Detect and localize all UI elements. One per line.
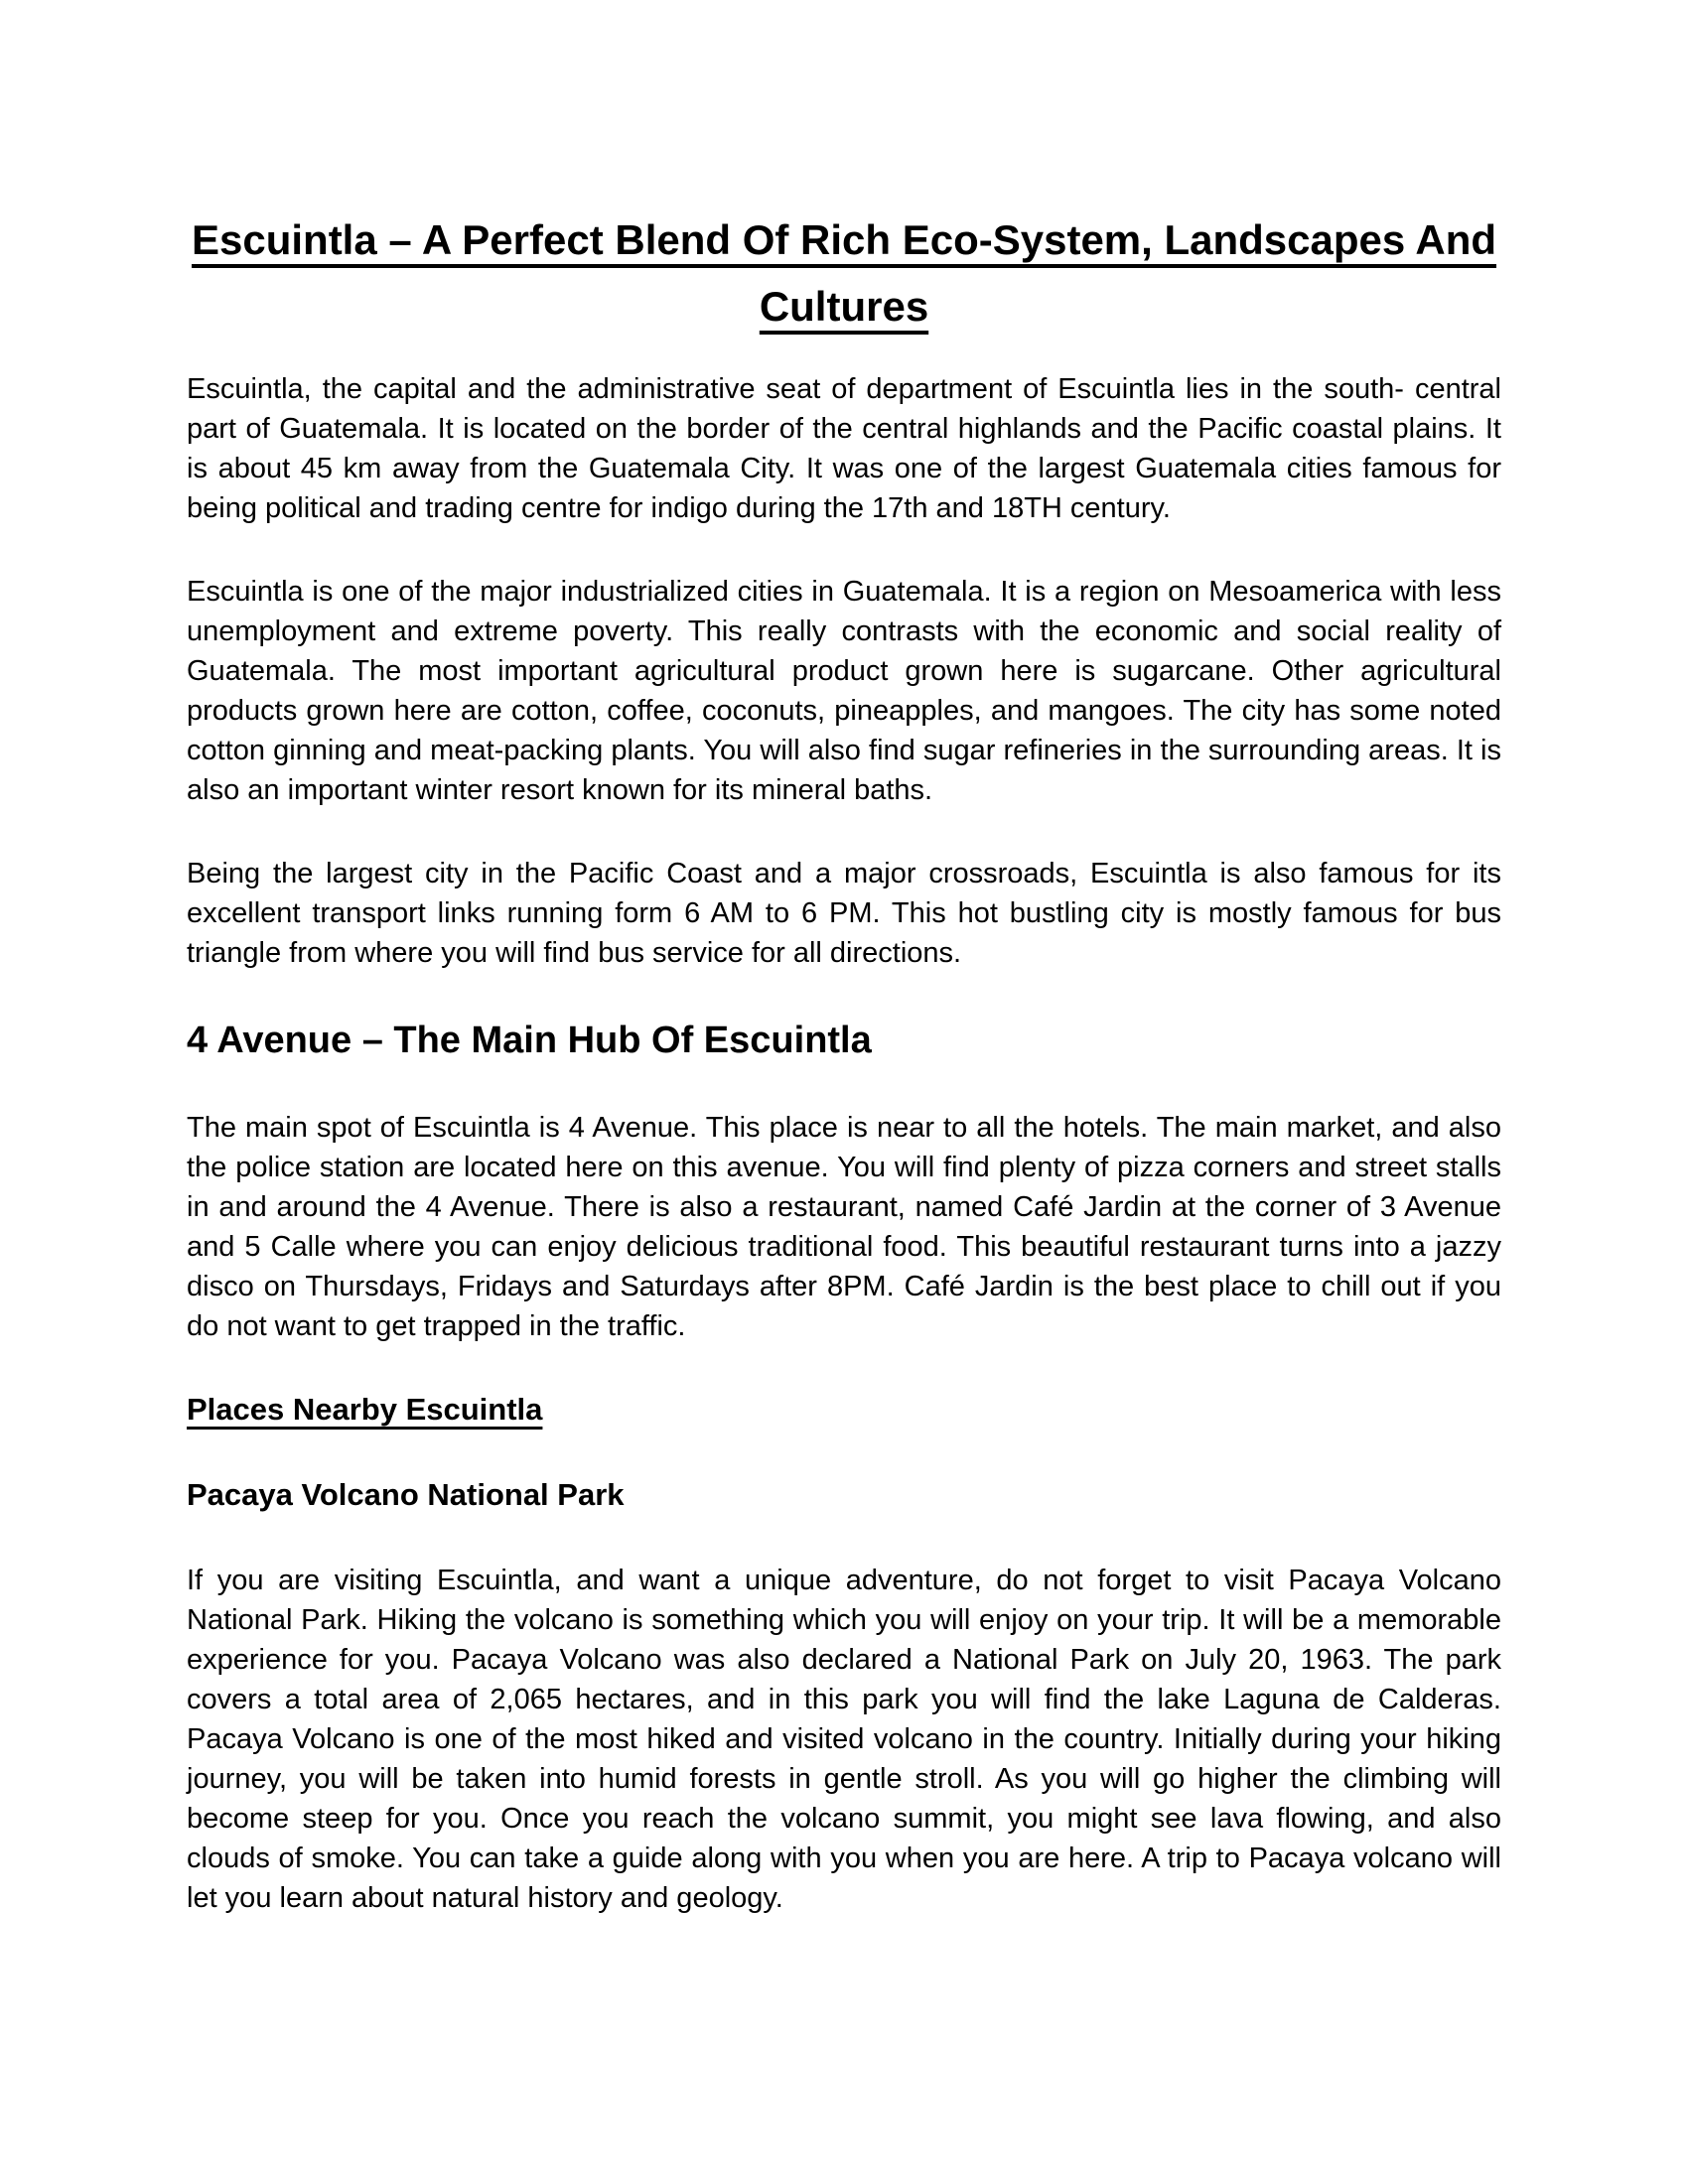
heading-places-nearby: Places Nearby Escuintla [187, 1392, 543, 1427]
paragraph-transport: Being the largest city in the Pacific Coast and a major crossroads, Escuintla is also famous for its excellent transport links running form 6 AM to 6 PM. This hot bustling city is mostly famous for bus triangle from where you will find bus service for all directions. [187, 858, 1501, 969]
paragraph-avenue: The main spot of Escuintla is 4 Avenue. This place is near to all the hotels. The main market, and also the police station are located here on this avenue. You will find plenty of pizza corners and street stalls in and around the 4 Avenue. There is also a restaurant, named Café Jardin at the corner of 3 Avenue and 5 Calle where you can enjoy delicious traditional food. This beautiful restaurant turns into a jazzy disco on Thursdays, Fridays and Saturdays after 8PM. Café Jardin is the best place to chill out if you do not want to get trapped in the traffic. [187, 1112, 1501, 1342]
heading-avenue-hub: 4 Avenue – The Main Hub Of Escuintla [187, 1020, 872, 1061]
heading-pacaya-park: Pacaya Volcano National Park [187, 1477, 625, 1512]
paragraph-pacaya: If you are visiting Escuintla, and want a unique adventure, do not forget to visit Pacaya Volcano National Park. Hiking the volcano is something which you will enjoy on your trip. It will be a memorable experience for you. Pacaya Volcano was also declared a National Park on July 20, 1963. The park covers a total area of 2,065 hectares, and in this park you will find the lake Laguna de Calderas. Pacaya Volcano is one of the most hiked and visited volcano in the country. Initially during your hiking journey, you will be taken into humid forests in gentle stroll. As you will go higher the climbing will become steep for you. Once you reach the volcano summit, you might see lava flowing, and also clouds of smoke. You can take a guide along with you when you are here. A trip to Pacaya volcano will let you learn about natural history and geology. [187, 1565, 1501, 1914]
paragraph-intro: Escuintla, the capital and the administrative seat of department of Escuintla lies in the south- central part of Guatemala. It is located on the border of the central highlands and the Pacific coastal plains. It is about 45 km away from the Guatemala City. It was one of the largest Guatemala cities famous for being political and trading centre for indigo during the 17th and 18TH century. [187, 373, 1501, 524]
paragraph-industry: Escuintla is one of the major industrialized cities in Guatemala. It is a region on Mesoamerica with less unemployment and extreme poverty. This really contrasts with the economic and social reality of Guatemala. The most important agricultural product grown here is sugarcane. Other agricultural products grown here are cotton, coffee, coconuts, pineapples, and mangoes. The city has some noted cotton ginning and meat-packing plants. You will also find sugar refineries in the surrounding areas. It is also an important winter resort known for its mineral baths. [187, 576, 1501, 806]
page-title: Escuintla – A Perfect Blend Of Rich Eco-System, Landscapes And Cultures [191, 216, 1497, 330]
